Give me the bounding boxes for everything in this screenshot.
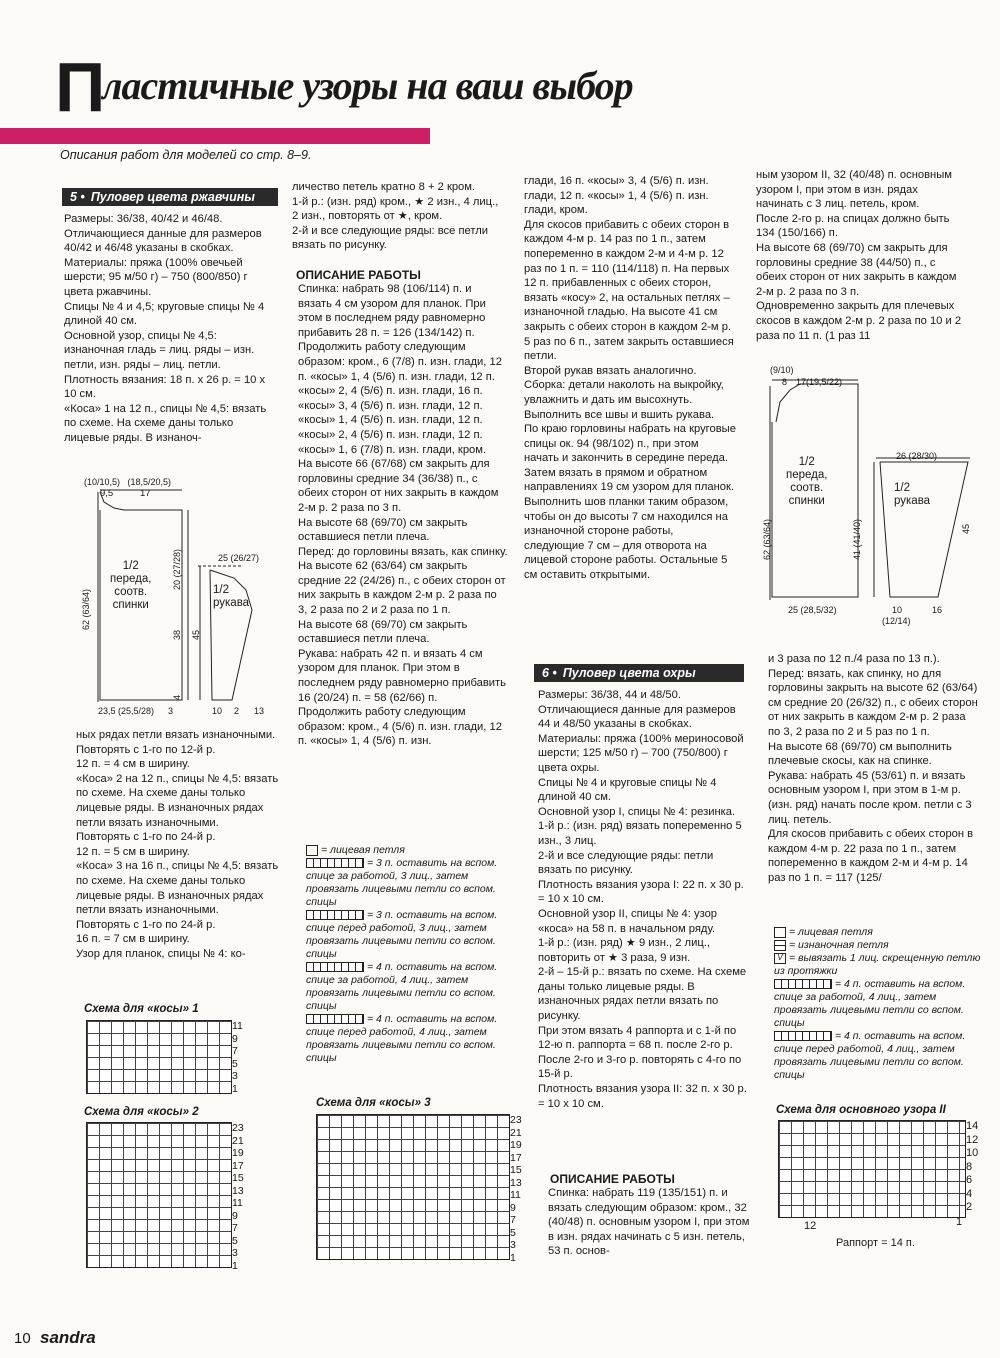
p5-dim-235: 23,5 (25,5/28)	[98, 706, 155, 716]
purl-symbol	[774, 940, 786, 951]
p5-sleeve-label: 1/2 рукава	[213, 584, 250, 609]
cable-3-back-symbol	[306, 858, 364, 868]
scheme-1-grid	[86, 1020, 232, 1094]
p6-v-41: 41 (41/40)	[852, 518, 862, 560]
col4-bottom-text: и 3 раза по 12 п./4 раза по 13 п.). Перед: вязать, как спинку, но для горловины закрыть на высоте 62 (63/64) см средние 20 (26/32) п., с обеих сторон от них закрыть в каждом 2-м р. 2 раза по 3, 2 раза по 2 и 5 раз по 1 п. На высоте 68 (69/70) см выполнить плечевые скосы, как на спинке. Рукава: набрать 45 (53/61) п. и вязать основным узором I, при этом в 1-м р. (изн. ряд) начать после кром. петли с 3 лиц. петель. Для скосов прибавить с обеих сторон в каждом 4-м р. 22 раза по 1 п., затем попеременно в каждом 2-м и 4-м р. 14 раз по 1 п. = 117 (125/	[768, 653, 978, 884]
p5-dim-13: 13	[254, 706, 265, 716]
p5-dim-2: 2	[234, 706, 240, 716]
cable-4-back-symbol	[774, 979, 832, 989]
col2-top-text: личество петель кратно 8 + 2 кром. 1-й р.: (изн. ряд) кром., ★ 2 изн., 4 лиц., 2 изн., повторять от ★, кром. 2-й и все следующие ряды: все петли вязать по рисунку.	[292, 181, 499, 252]
p6-dim-26: 26 (28/30)	[896, 451, 938, 461]
section-5-header	[62, 188, 278, 206]
scheme-1-row-numbers: 11 9 7 5 3 1	[232, 1020, 243, 1095]
section-5-number: 5 •	[70, 190, 85, 204]
knit-symbol	[306, 845, 318, 856]
scheme-4-col-12: 12	[804, 1220, 817, 1232]
p5-dims-top: (10/10,5) (18,5/20,5)	[84, 477, 172, 487]
scheme-4-title: Схема для основного узора II	[776, 1104, 946, 1116]
scheme-2-grid	[86, 1122, 232, 1268]
page-subtitle: Описания работ для моделей со стр. 8–9.	[60, 148, 312, 162]
page-title: ластичные узоры на ваш выбор	[102, 63, 633, 108]
scheme-3-title: Схема для «косы» 3	[316, 1097, 431, 1109]
p5-v-45: 45	[191, 629, 201, 640]
scheme-2-row-numbers: 23 21 19 17 15 13 11 9 7 5 3 1	[232, 1122, 244, 1272]
p6-sleeve-label: 1/2 рукава	[894, 482, 931, 507]
p6-v-62: 62 (63/64)	[762, 518, 772, 560]
legend-right-twisted: V = вывязать 1 лиц. скрещенную петлю из протяжки	[774, 952, 981, 977]
legend-c4-front: = 4 п. оставить на вспом. спице перед работой, 4 лиц., затем провязать лицевыми петли со вспом. спицы	[306, 1013, 498, 1064]
page-number: 10	[14, 1330, 31, 1347]
section-6-number: 6 •	[542, 666, 557, 680]
cable-4-back-symbol	[306, 962, 364, 972]
legend-c3-back: = 3 п. оставить на вспом. спице за работой, 3 лиц., затем провязать лицевыми петли со вспом. спицы	[306, 857, 498, 908]
twisted-stitch-symbol: V	[774, 953, 786, 964]
p6-dim-16: 16	[932, 605, 943, 615]
p5-v-38: 38	[172, 629, 182, 640]
p6-dim-17: 17(19,5/22)	[796, 377, 843, 387]
col2-body-text: Спинка: набрать 98 (106/114) п. и вязать 4 см узором для планок. При этом в последнем ряду равномерно прибавить 28 п. = 126 (134/142) п. Продолжить работу следующим образом: кром., 6 (7/8) п. изн. глади, 12 п. «косы» 1, 4 (5/6) п. изн. глади, 12 п. «косы» 2, 4 (5/6) п. изн. глади, 16 п. «косы» 3, 4 (5/6) п. изн. глади, 12 п. «косы» 1, 4 (5/6) п. изн. глади, 12 п. «косы» 2, 4 (5/6) п. изн. глади, 12 п. «косы» 1, 6 (7/8) п. изн. глади, кром. На высоте 66 (67/68) см закрыть для горловины средние 34 (36/38) п., с обеих сторон от них закрыть в каждом 2-м р. 2 раза по 3 п. На высоте 68 (69/70) см закрыть оставшиеся петли плеча. Перед: до горловины вязать, как спинку. На высоте 62 (63/64) см закрыть средние 22 (24/26) п., с обеих сторон от них закрыть в каждом 2-м р. 2 раза по 3, 2 раза по 2 и 2 раза по 1 п. На высоте 68 (69/70) см закрыть оставшиеся петли плеча. Рукава: набрать 42 п. и вязать 4 см узором для планок. При этом в последнем ряду равномерно прибавить 16 (20/24) п. = 58 (62/66) п. Продолжить работу следующим образом: кром., 4 (5/6) п. изн. глади, 12 п. «косы» 1, 4 (5/6) п. изн.	[298, 283, 508, 748]
scheme-3-grid	[316, 1114, 510, 1260]
col1-bottom-text: ных рядах петли вязать изнаночными. Повторять с 1-го по 12-й р. 12 п. = 4 см в ширину. «Коса» 2 на 12 п., спицы № 4,5: вязать по схеме. На схеме даны только лицевые ряды. В изнаночных рядах петли вязать изнаночными. Повторять с 1-го по 24-й р. 12 п. = 5 см в ширину. «Коса» 3 на 16 п., спицы № 4,5: вязать по схеме. На схеме даны только лицевые ряды. В изнаночных рядах петли вязать изнаночными. Повторять с 1-го по 24-й р. 16 п. = 7 см в ширину. Узор для планок, спицы № 4: ко-	[76, 729, 279, 960]
p5-dim-10: 10	[212, 706, 223, 716]
p5-front-label: 1/2 переда, соотв. спинки	[110, 560, 152, 611]
legend-knit: = лицевая петля	[306, 844, 522, 857]
legend-c3-front: = 3 п. оставить на вспом. спице перед работой, 3 лиц., затем провязать лицевыми петли со вспом. спицы	[306, 909, 498, 960]
legend-right-purl: = изнаночная петля	[774, 939, 984, 952]
p6-v-45: 45	[961, 523, 971, 534]
section-5-title: Пуловер цвета ржавчины	[90, 190, 255, 204]
p6-dim-8: 8	[782, 377, 788, 387]
title-initial: П	[55, 48, 106, 126]
p5-dim-25: 25 (26/27)	[218, 553, 260, 563]
scheme-1-title: Схема для «косы» 1	[84, 1003, 199, 1015]
col3-heading: ОПИСАНИЕ РАБОТЫ	[550, 1172, 675, 1186]
col1-top-text: Размеры: 36/38, 40/42 и 46/48. Отличающиеся данные для размеров 40/42 и 46/48 указаны в скобках. Материалы: пряжа (100% овечьей шерсти; 95 м/50 г) – 750 (800/850) г цвета ржавчины. Спицы № 4 и 4,5; круговые спицы № 4 длиной 40 см. Основной узор, спицы № 4,5: изнаночная гладь = лиц. ряды – изн. петли, изн. ряды – лиц. петли. Плотность вязания: 18 п. х 26 р. = 10 х 10 см. «Коса» 1 на 12 п., спицы № 4,5: вязать по схеме. На схеме даны только лицевые ряды. В изнаноч-	[64, 213, 267, 444]
legend-right	[774, 926, 984, 1082]
scheme-2-title: Схема для «косы» 2	[84, 1106, 199, 1118]
knit-symbol	[774, 927, 786, 938]
p6-dim-910: (9/10)	[770, 365, 794, 375]
p5-dim-3: 3	[168, 706, 174, 716]
cable-4-front-symbol	[774, 1031, 832, 1041]
p5-dim-17: 17	[140, 488, 151, 499]
legend-right-c4-front: = 4 п. оставить на вспом. спице перед работой, 4 лиц., затем провязать лицевыми петли со вспом. спицы	[774, 1030, 966, 1081]
legend-c4-back: = 4 п. оставить на вспом. спице за работой, 4 лиц., затем провязать лицевыми петли со вспом. спицы	[306, 961, 498, 1012]
col3-tail-text: Спинка: набрать 119 (135/151) п. и вязать следующим образом: кром., 32 (40/48) п. основным узором I, при этом в изн. рядах начинать с 5 изн. петель, 53 п. основ-	[548, 1187, 753, 1258]
p5-v-62: 62 (63/64)	[81, 588, 91, 630]
title-accent-bar	[0, 128, 430, 144]
scheme-4-col-1: 1	[956, 1216, 963, 1228]
legend-right-knit: = лицевая петля	[774, 926, 984, 939]
col4-top-text: ным узором II, 32 (40/48) п. основным узором I, при этом в изн. рядах начинать с 3 лиц. петель, кром. После 2-го р. на спицах должно быть 134 (150/166) п. На высоте 68 (69/70) см закрыть для горловины средние 38 (44/50) п., с обеих сторон от них закрыть в каждом 2-м р. 2 раза по 3 п. Одновременно закрыть для плечевых скосов в каждом 2-м р. 2 раза по 10 и 2 раза по 11 п. (1 раз 11	[756, 169, 962, 342]
scheme-4-rapport: Раппорт = 14 п.	[836, 1237, 915, 1249]
col3-section6-text: Размеры: 36/38, 44 и 48/50. Отличающиеся данные для размеров 44 и 48/50 указаны в скобках. Материалы: пряжа (100% мериносовой шерсти; 125 м/50 г) – 700 (750/800) г цвета охры. Спицы № 4 и круговые спицы № 4 длиной 40 см. Основной узор I, спицы № 4: резинка. 1-й р.: (изн. ряд) вязать попеременно 5 изн., 3 лиц. 2-й и все следующие ряды: петли вязать по рисунку. Плотность вязания узора I: 22 п. х 30 р. = 10 х 10 см. Основной узор II, спицы № 4: узор «коса» на 58 п. в начальном ряду. 1-й р.: (изн. ряд) ★ 9 изн., 2 лиц., повторить от ★ 3 раза, 9 изн. 2-й – 15-й р.: вязать по схеме. На схеме даны только лицевые ряды. В изнаночных рядах петли вязать по рисунку. При этом вязать 4 раппорта и с 1-й по 12-ю п. раппорта = 68 п. после 2-го р. После 2-го и 3-го р. повторять с 4-го по 15-й р. Плотность вязания узора II: 32 п. х 30 р. = 10 х 10 см.	[538, 689, 747, 1110]
legend-left	[306, 844, 522, 1065]
p5-v-4: 4	[172, 694, 182, 700]
cable-4-front-symbol	[306, 1014, 364, 1024]
p6-dim-25: 25 (28,5/32)	[788, 605, 837, 615]
scheme-4-row-numbers: 14 12 10 8 6 4 2	[966, 1120, 979, 1213]
section-6-title: Пуловер цвета охры	[562, 666, 696, 680]
cable-3-front-symbol	[306, 910, 364, 920]
p5-dim-95: 9,5	[100, 488, 114, 499]
col2-heading: ОПИСАНИЕ РАБОТЫ	[296, 268, 421, 282]
col3-top-text: глади, 16 п. «косы» 3, 4 (5/6) п. изн. глади, 12 п. «косы» 1, 4 (5/6) п. изн. глади, кром. Для скосов прибавить с обеих сторон в каждом 4-м р. 14 раз по 1 п., затем попеременно в каждом 2-м и 4-м р. 12 раз по 1 п. = 110 (114/118) п. На первых 12 п. прибавленных с обеих сторон, вязать «косу» 2, на остальных петлях – изнаночной гладью. На высоте 41 см закрыть с обеих сторон в каждом 2-м р. 5 раз по 6 п., затем закрыть оставшиеся петли. Второй рукав вязать аналогично. Сборка: детали наколоть на выкройку, увлажнить и дать им высохнуть. Выполнить все швы и вшить рукава. По краю горловины набрать на круговые спицы ок. 94 (98/102) п., при этом начать и закончить в середине переда. Затем вязать в прямом и обратном направлениях 19 см узором для планок. Выполнить шов планки таким образом, чтобы он до высоты 7 см находился на изнаночной стороне работы, следующие 7 см – для отворота на лицевой стороне работы. Остальные 5 см оставить открытыми.	[524, 175, 736, 582]
p5-v-20: 20 (27/28)	[172, 548, 182, 590]
p6-back-label: 1/2 переда, соотв. спинки	[786, 456, 828, 507]
magazine-brand: sandra	[40, 1328, 96, 1347]
legend-right-c4-back: = 4 п. оставить на вспом. спице за работой, 4 лиц., затем провязать лицевыми петли со вспом. спицы	[774, 978, 966, 1029]
section-6-header	[534, 664, 744, 682]
scheme-3-row-numbers: 23 21 19 17 15 13 11 9 7 5 3 1	[510, 1114, 522, 1264]
scheme-4-grid	[778, 1120, 966, 1218]
p6-dim-1214: (12/14)	[882, 616, 911, 626]
p6-dim-10: 10	[892, 605, 903, 615]
